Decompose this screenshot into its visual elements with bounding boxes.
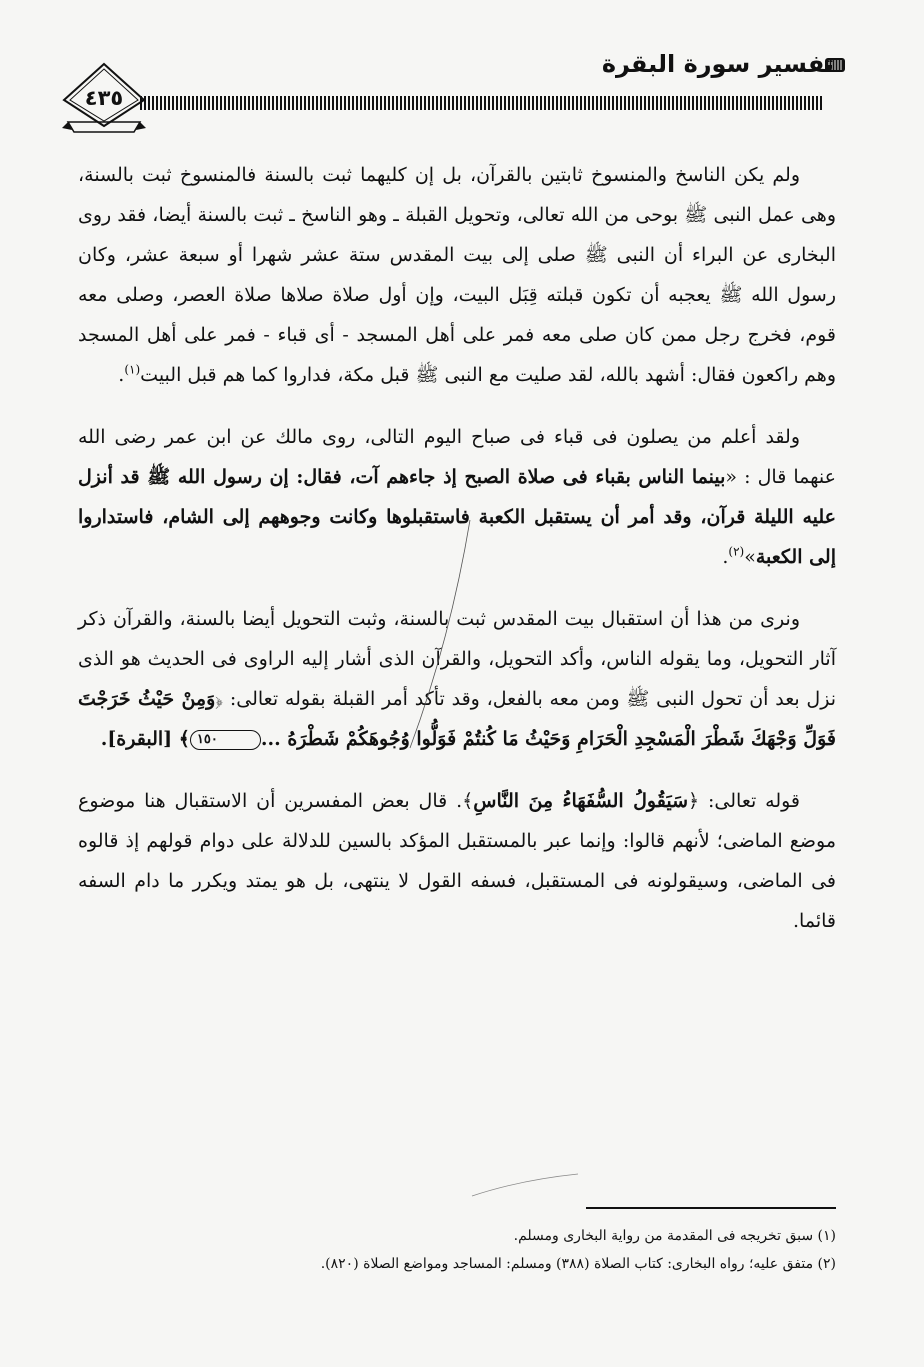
- bold-quote: وَمِنْ حَيْثُ خَرَجْتَ فَوَلِّ وَجْهَكَ شَطْرَ الْمَسْجِدِ الْحَرَامِ وَحَيْثُ مَا كُنتُمْ فَوَلُّوا وُجُوهَكُمْ شَطْرَهُ ...: [78, 688, 836, 750]
- paragraph-1: [78, 155, 836, 395]
- footnotes: [78, 1222, 836, 1278]
- running-header-title: تفسير سورة البقرة: [601, 50, 834, 78]
- paper-crease-mark: [470, 1170, 580, 1200]
- bold-quote: ﴾ [البقرة].: [100, 728, 190, 750]
- body-text: [78, 155, 836, 963]
- bold-quote: سَيَقُولُ السُّفَهَاءُ مِنَ النَّاسِ: [473, 790, 688, 812]
- verse-number: ١٥٠: [190, 730, 261, 750]
- paragraph-text: قوله تعالى: ﴿: [688, 790, 801, 812]
- paragraph-3: [78, 599, 836, 759]
- paragraph-2: [78, 417, 836, 577]
- footnote-reference: (٢): [728, 544, 745, 559]
- paragraph-4: [78, 781, 836, 941]
- paragraph-text: .: [118, 364, 125, 386]
- footnote-rule: [586, 1207, 836, 1209]
- page-number: ٤٣٥: [84, 86, 124, 110]
- footnote-1: (١) سبق تخريجه فى المقدمة من رواية البخارى ومسلم.: [513, 1228, 836, 1244]
- paragraph-text: .: [722, 546, 729, 568]
- paragraph-text: ولم يكن الناسخ والمنسوخ ثابتين بالقرآن، بل إن كليهما ثبت بالسنة فالمنسوخ ثبت بالسنة، وهى عمل النبى ﷺ بوحى من الله تعالى، وتحويل القبلة ـ وهو الناسخ ـ ثبت بالسنة أيضا، فقد روى البخارى عن البراء أن النبى ﷺ صلى إلى بيت المقدس ستة عشر شهرا أو سبعة عشر، وكان رسول الله ﷺ يعجبه أن تكون قبلته قِبَل البيت، وإن أول صلاة صلاها صلاة العصر، وصلى معه قوم، فخرج رجل ممن كان صلى معه فمر على أهل المسجد - أى قباء - فمر على أهل المسجد وهم راكعون فقال: أشهد بالله، لقد صليت مع النبى ﷺ قبل مكة، فداروا كما هم قبل البيت: [78, 164, 836, 386]
- bold-quote: بينما الناس بقباء فى صلاة الصبح إذ جاءهم آت، فقال: إن رسول الله ﷺ قد أنزل عليه الليلة قرآن، وقد أمر أن يستقبل الكعبة فاستقبلوها وكانت وجوههم إلى الشام، فاستداروا إلى الكعبة: [78, 466, 836, 568]
- footnote-reference: (١): [124, 362, 141, 377]
- paragraph-text: ﴾. قال بعض المفسرين أن الاستقبال هنا موضوع موضع الماضى؛ لأنهم قالوا: وإنما عبر بالمستقبل المؤكد بالسين للدلالة على دوام قولهم إذ قالوه فى الماضى، وسيقولونه فى المستقبل، فسفه القول لا ينتهى، بل هو يمتد ويكرر ما دام السفه قائما.: [78, 790, 836, 932]
- footnote-2: (٢) متفق عليه؛ رواه البخارى: كتاب الصلاة (٣٨٨) ومسلم: المساجد ومواضع الصلاة (٨٢٠).: [320, 1256, 836, 1272]
- paragraph-text: ولقد أعلم من يصلون فى قباء فى صباح اليوم التالى، روى مالك عن ابن عمر رضى الله عنهما قال : «: [78, 426, 836, 488]
- header-rule: [140, 96, 824, 110]
- paragraph-text: »: [744, 546, 756, 568]
- paragraph-text: ونرى من هذا أن استقبال بيت المقدس ثبت بالسنة، وثبت التحويل أيضا بالسنة، والقرآن ذكر آثار التحويل، وما يقوله الناس، وأكد التحويل، والقرآن الذى أشار إليه الراوى فى الحديث هو الذى نزل بعد أن تحول النبى ﷺ ومن معه بالفعل، وقد تأكد أمر القبلة بقوله تعالى: ﴿: [78, 608, 837, 710]
